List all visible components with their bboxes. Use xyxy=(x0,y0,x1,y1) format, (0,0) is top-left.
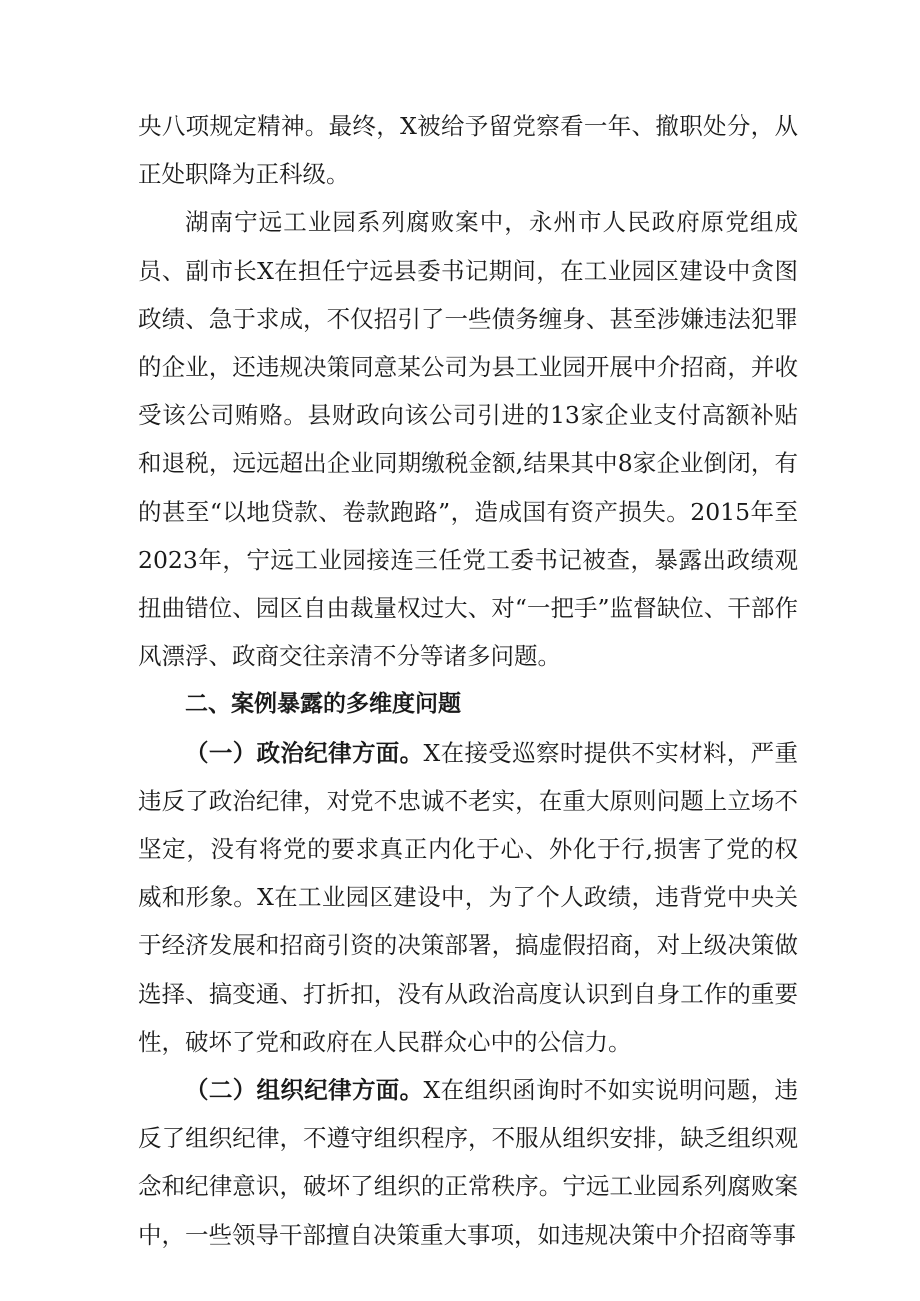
sub-section-political-discipline xyxy=(138,729,798,1066)
paragraph-ningyuan-case: 湖南宁远工业园系列腐败案中，永州市人民政府原党组成员、副市长X在担任宁远县委书记期间，在工业园区建设中贪图政绩、急于求成，不仅招引了一些债务缠身、甚至涉嫌违法犯罪的企业，还违规决策同意某公司为县工业园开展中介招商，并收受该公司贿赂。县财政向该公司引进的13家企业支付高额补贴和退税，远远超出企业同期缴税金额,结果其中8家企业倒闭，有的甚至“以地贷款、卷款跑路”，造成国有资产损失。2015年至2023年，宁远工业园接连三任党工委书记被查，暴露出政绩观扭曲错位、园区自由裁量权过大、对“一把手”监督缺位、干部作风漂浮、政商交往亲清不分等诸多问题。 xyxy=(138,208,798,671)
sub-section-title: （二）组织纪律方面。 xyxy=(185,1076,424,1105)
sub-section-body: X在组织函询时不如实说明问题，违反了组织纪律，不遵守组织程序，不服从组织安排，缺乏组织观念和纪律意识，破坏了组织的正常秩序。宁远工业园系列腐败案中，一些领导干部擅自决策重大事项，如违规决策中介招商等事 xyxy=(138,1076,799,1249)
document-body xyxy=(138,102,798,1259)
section-heading: 二、案例暴露的多维度问题 xyxy=(185,691,461,718)
sub-section-body: X在接受巡察时提供不实材料，严重违反了政治纪律，对党不忠诚不老实，在重大原则问题上立场不坚定，没有将党的要求真正内化于心、外化于行,损害了党的权威和形象。X在工业园区建设中，为了个人政绩，违背党中央关于经济发展和招商引资的决策部署，搞虚假招商，对上级决策做选择、搞变通、打折扣，没有从政治高度认识到自身工作的重要性，破坏了党和政府在人民群众心中的公信力。 xyxy=(138,738,799,1056)
paragraph-continuation: 央八项规定精神。最终，X被给予留党察看一年、撤职处分，从正处职降为正科级。 xyxy=(138,112,798,189)
sub-section-organizational-discipline xyxy=(138,1066,798,1259)
sub-section-title: （一）政治纪律方面。 xyxy=(185,738,424,767)
